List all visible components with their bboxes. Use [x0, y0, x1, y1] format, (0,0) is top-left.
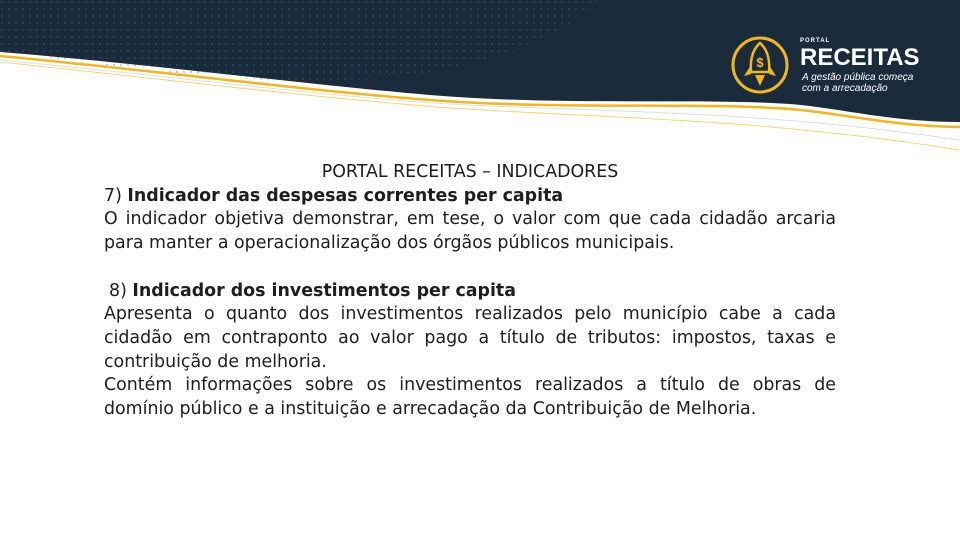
section-7-body: O indicador objetiva demonstrar, em tese, o valor com que cada cidadão arcaria para manter a operacionalização dos órgãos públicos municipais.: [104, 209, 836, 254]
section-8-title: Indicador dos investimentos per capita: [132, 280, 516, 301]
slide-content: [104, 161, 836, 422]
section-8-heading: [104, 280, 836, 304]
section-8-body-1: Apresenta o quanto dos investimentos realizados pelo município cabe a cada cidadão em contraponto ao valor pago a título de tributos: impostos, taxas e contribuição de melhoria.: [104, 304, 836, 372]
rocket-dollar-icon: [728, 34, 792, 98]
page-title: PORTAL RECEITAS – INDICADORES: [321, 162, 619, 182]
section-7-title: Indicador das despesas correntes per capita: [127, 185, 564, 206]
spacer: [104, 256, 836, 280]
section-8-body-2: Contém informações sobre os investimentos realizados a título de obras de domínio público e a instituição e arrecadação da Contribuição de Melhoria.: [104, 375, 836, 420]
section-8-number: 8): [109, 280, 127, 301]
logo-small-label: PORTAL: [800, 38, 831, 44]
section-7-heading: [104, 185, 836, 209]
logo-brand-name: RECEITAS: [800, 44, 920, 71]
svg-text:$: $: [756, 55, 764, 70]
logo-tagline-line1: A gestão pública começa: [802, 72, 914, 83]
logo-tagline-line2: com a arrecadação: [802, 83, 888, 94]
section-7-number: 7): [104, 185, 122, 206]
logo-tagline: [802, 72, 942, 94]
portal-receitas-logo: [728, 34, 943, 96]
